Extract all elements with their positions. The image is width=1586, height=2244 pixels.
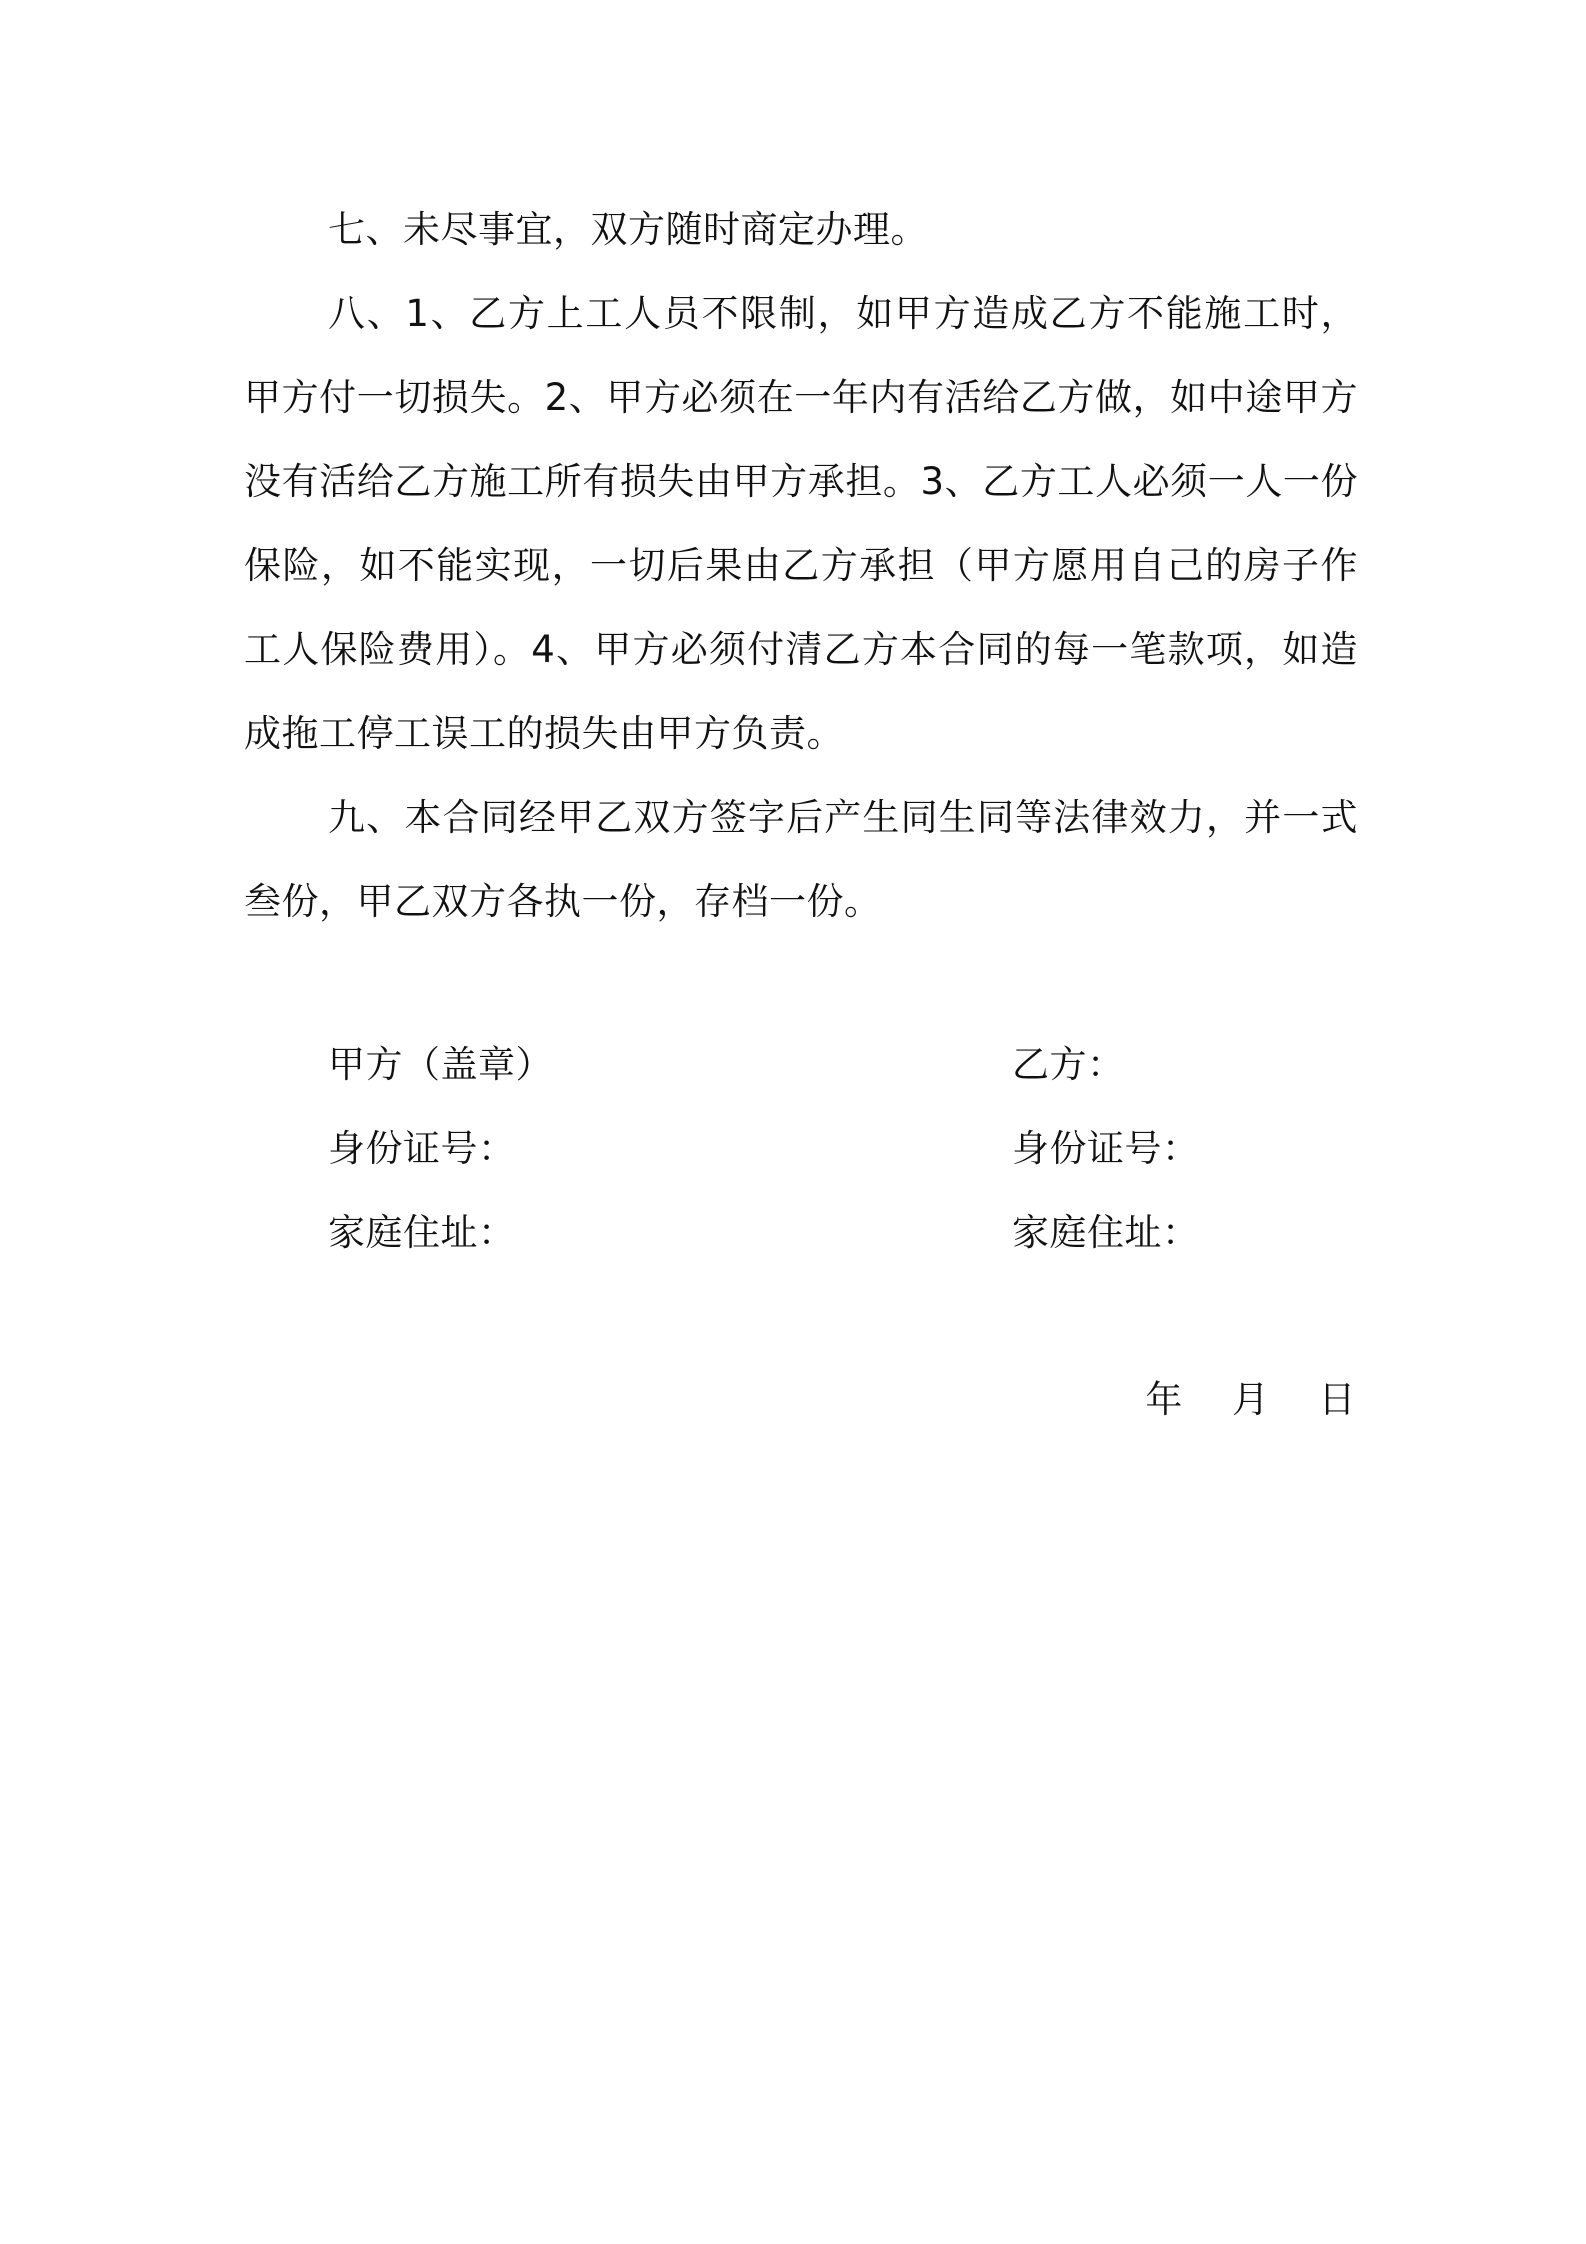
party-a-address-label: 家庭住址： (328, 1211, 516, 1254)
party-b-label: 乙方： (1012, 1043, 1125, 1086)
party-a-label: 甲方（盖章） (328, 1043, 553, 1086)
clause-8: 八、1、乙方上工人员不限制，如甲方造成乙方不能施工时，甲方付一切损失。2、甲方必须在一年内有活给乙方做，如中途甲方没有活给乙方施工所有损失由甲方承担。3、乙方工人必须一人一份保险，如不能实现，一切后果由乙方承担（甲方愿用自己的房子作工人保险费用）。4、甲方必须付清乙方本合同的每一笔款项，如造成拖工停工误工的损失由甲方负责。 (244, 292, 1358, 755)
party-b-id-label: 身份证号： (1012, 1127, 1200, 1170)
date-line: 年 月 日 (1145, 1378, 1356, 1421)
clause-7: 七、未尽事宜，双方随时商定办理。 (328, 208, 928, 251)
party-b-address-label: 家庭住址： (1012, 1211, 1200, 1254)
clause-9: 九、本合同经甲乙双方签字后产生同生同等法律效力，并一式叁份，甲乙双方各执一份，存档一份。 (244, 796, 1358, 923)
party-a-id-label: 身份证号： (328, 1127, 516, 1170)
